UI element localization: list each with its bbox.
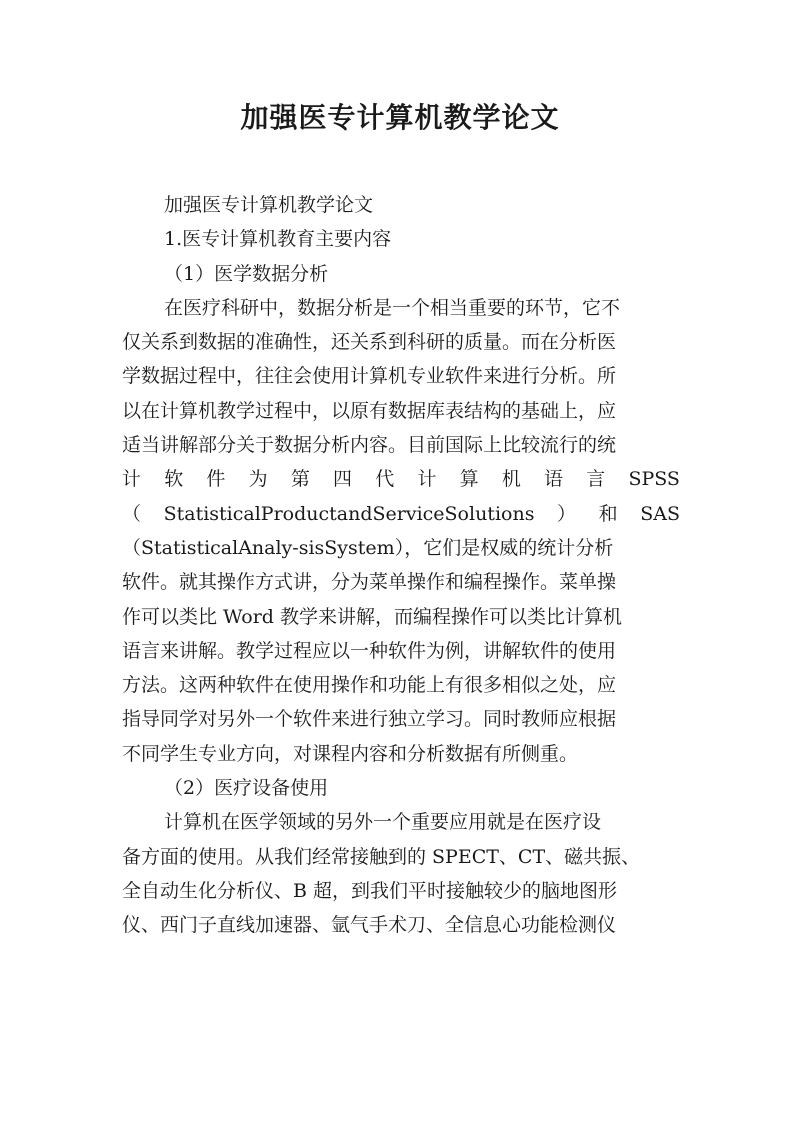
paragraph-line: 备方面的使用。从我们经常接触到的 SPECT、CT、磁共振、 (122, 845, 641, 868)
paragraph-line-justified (122, 462, 680, 496)
word: 计 (417, 468, 437, 491)
subsection-heading: （1）医学数据分析 (164, 262, 329, 285)
section-heading: 1.医专计算机教育主要内容 (164, 228, 392, 251)
paragraph-medical-equipment (122, 805, 680, 942)
document-title: 加强医专计算机教学论文 (240, 101, 560, 134)
word: SAS (640, 502, 680, 525)
paragraph-data-analysis (122, 291, 680, 771)
paragraph-line: 仅关系到数据的准确性，还关系到科研的质量。而在分析医 (122, 331, 617, 354)
word: 语 (544, 468, 564, 491)
word: SPSS (628, 468, 680, 491)
paragraph-line: 以在计算机教学过程中，以原有数据库表结构的基础上，应 (122, 399, 617, 422)
word: （ (122, 502, 142, 525)
paragraph-line: 全自动生化分析仪、B 超，到我们平时接触较少的脑地图形 (122, 879, 618, 902)
word: 言 (586, 468, 606, 491)
paragraph-line: 不同学生专业方向，对课程内容和分析数据有所侧重。 (122, 742, 579, 765)
word: 代 (375, 468, 395, 491)
paragraph-line-justified (122, 497, 680, 531)
paragraph-line: 作可以类比 Word 教学来讲解，而编程操作可以类比计算机 (122, 605, 623, 628)
word: 算 (459, 468, 479, 491)
paragraph-line: （StatisticalAnaly-sisSystem），它们是权威的统计分析 (122, 536, 614, 559)
word: 四 (333, 468, 353, 491)
word: 机 (501, 468, 521, 491)
word: StatisticalProductandServiceSolutions (163, 502, 535, 525)
document-body (122, 188, 680, 943)
subsection-heading: （2）医疗设备使用 (164, 777, 329, 800)
paragraph-line: 仪、西门子直线加速器、氩气手术刀、全信息心功能检测仪 (122, 914, 617, 937)
paragraph-line: 软件。就其操作方式讲，分为菜单操作和编程操作。菜单操 (122, 571, 617, 594)
paragraph-line: 计算机在医学领域的另外一个重要应用就是在医疗设 (164, 811, 602, 834)
paragraph-line: 指导同学对另外一个软件来进行独立学习。同时教师应根据 (122, 708, 617, 731)
paragraph-line: 学数据过程中，往往会使用计算机专业软件来进行分析。所 (122, 365, 617, 388)
paragraph-line: 方法。这两种软件在使用操作和功能上有很多相似之处，应 (122, 674, 617, 697)
word: 为 (248, 468, 268, 491)
word: 第 (290, 468, 310, 491)
word: 件 (206, 468, 226, 491)
paragraph-line: 适当讲解部分关于数据分析内容。目前国际上比较流行的统 (122, 434, 617, 457)
doc-subtitle: 加强医专计算机教学论文 (164, 194, 374, 216)
word: 软 (164, 468, 184, 491)
word: 计 (122, 468, 142, 491)
paragraph-line: 在医疗科研中，数据分析是一个相当重要的环节，它不 (164, 296, 621, 319)
paragraph-line: 语言来讲解。教学过程应以一种软件为例，讲解软件的使用 (122, 639, 617, 662)
word: 和 (598, 502, 618, 525)
word: ） (557, 502, 577, 525)
